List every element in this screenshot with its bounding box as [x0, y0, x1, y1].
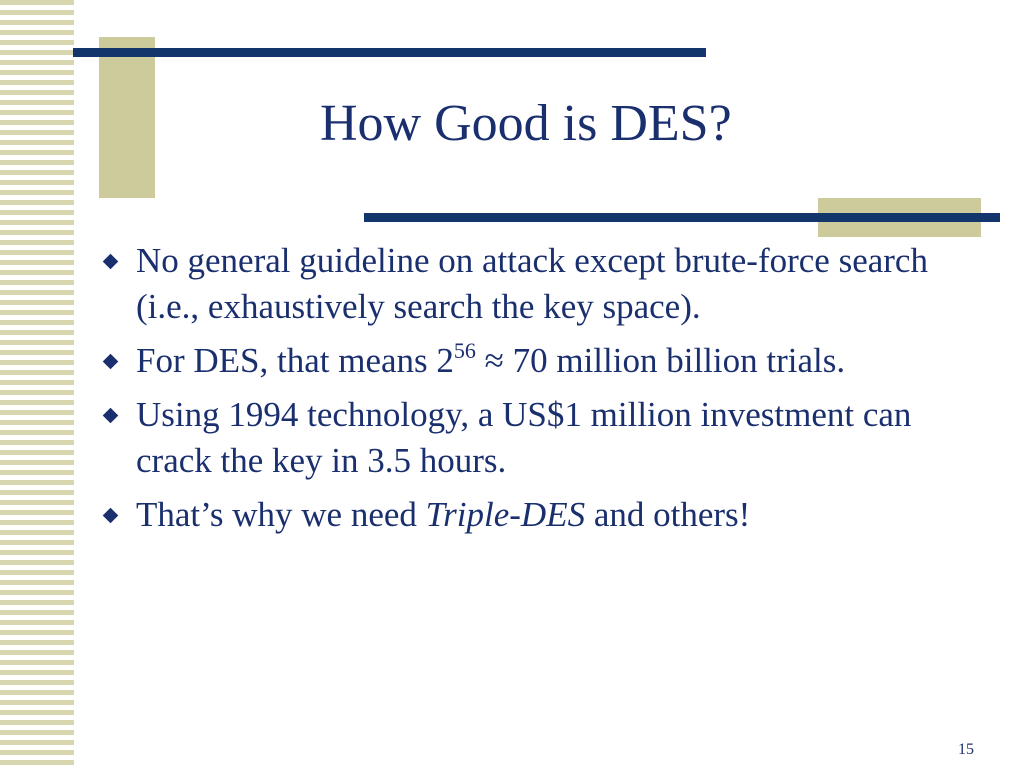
bullet-text-continued: ≈ 70 million billion trials.	[475, 341, 846, 380]
decorative-stripes	[0, 0, 74, 768]
emphasized-term: Triple-DES	[425, 495, 586, 534]
bullet-text: Using 1994 technology, a US$1 million investment can crack the key in 3.5 hours.	[136, 395, 912, 480]
page-number: 15	[958, 741, 974, 758]
bullet-text-continued: and others!	[585, 495, 751, 534]
decorative-block-top	[99, 37, 155, 198]
bullet-item	[101, 238, 981, 330]
bullet-text: For DES, that means 2	[136, 341, 454, 380]
bullet-item	[101, 492, 981, 538]
title-rule-bottom	[364, 213, 1000, 222]
diamond-bullet-icon	[103, 508, 119, 524]
bullet-text: No general guideline on attack except brute-force search (i.e., exhaustively search the key space).	[136, 241, 928, 326]
bullet-text: That’s why we need	[136, 495, 426, 534]
diamond-bullet-icon	[103, 354, 119, 370]
bullet-item	[101, 392, 981, 484]
diamond-bullet-icon	[103, 408, 119, 424]
bullet-list	[101, 238, 981, 546]
bullet-item	[101, 338, 981, 384]
slide-title: How Good is DES?	[320, 95, 732, 152]
exponent: 56	[453, 338, 476, 363]
title-rule-top	[73, 48, 706, 57]
diamond-bullet-icon	[103, 254, 119, 270]
